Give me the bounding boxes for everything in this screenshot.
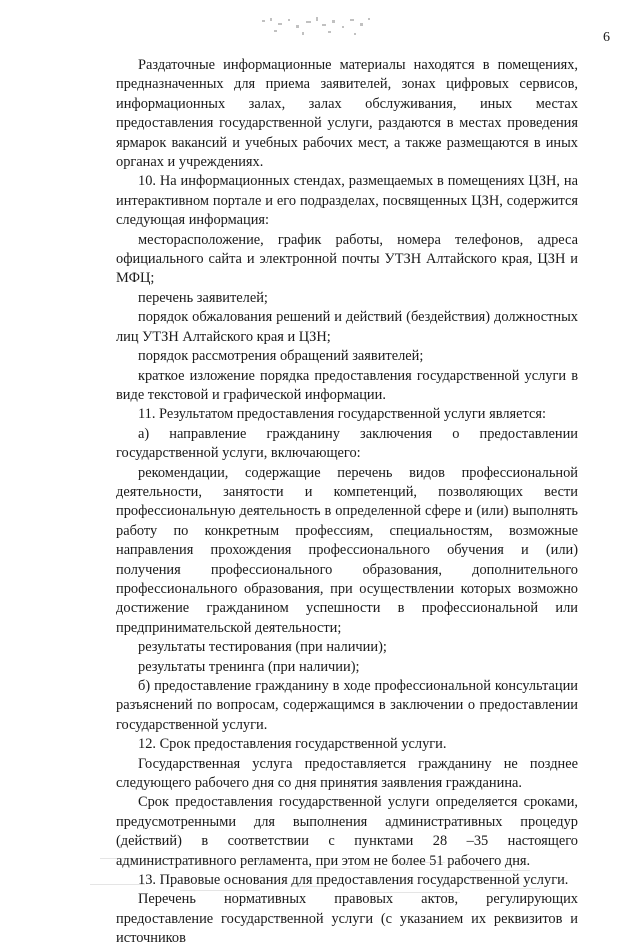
scan-bleed-through [70,850,590,900]
list-item: краткое изложение порядка предоставления государственной услуги в виде текстовой и графической информации. [116,367,578,403]
list-item: порядок обжалования решений и действий (бездействия) должностных лиц УТЗН Алтайского края и ЦЗН; [116,309,578,345]
paragraph: 10. На информационных стендах, размещаемых в помещениях ЦЗН, на интерактивном портале и его подразделах, посвященных ЦЗН, содержится следующая информация: [116,173,578,229]
paragraph: Срок предоставления государственной услуги определяется сроками, предусмотренными для выполнения административных процедур (действий) в соответствии с пунктами 28 –35 настоящего административного регламента, при этом не более 51 рабочего дня. [116,794,578,869]
paragraph: 11. Результатом предоставления государственной услуги является: [138,406,546,423]
page-number: 6 [603,30,610,45]
paragraph: Перечень нормативных правовых актов, регулирующих предоставление государственной услуги (с указанием их реквизитов и источников [116,891,578,947]
list-item: б) предоставление гражданину в ходе профессиональной консультации разъяснений по вопросам, содержащимся в заключении о предоставлении государственной услуги. [116,678,578,733]
list-item: а) направление гражданину заключения о предоставлении государственной услуги, включающего: [116,425,578,462]
paragraph: Раздаточные информационные материалы находятся в помещениях, предназначенных для приема заявителей, зонах цифровых сервисов, информационных залах, залах обслуживания, иных местах предоставления государственной услуги, раздаются в местах проведения ярмарок вакансий и учебных рабочих мест, а также размещаются в иных органах и учреждениях. [116,57,578,171]
list-item: результаты тренинга (при наличии); [138,658,360,675]
list-item: порядок рассмотрения обращений заявителей; [138,348,424,365]
scan-artifact-mark [258,14,376,44]
section-heading: 13. Правовые основания для предоставления государственной услуги. [138,872,569,889]
list-item: результаты тестирования (при наличии); [138,639,387,656]
list-item: рекомендации, содержащие перечень видов профессиональной деятельности, занятости и компетенций, позволяющих вести профессиональную деятельность в определенной сфере и (или) выполнять работу по конкретным профессиям, специальностям, возможные направления прохождения профессионального обучения и (или) получения профессионального образования, дополнительного профессионального образования, при осуществлении которых возможно достижение гражданином успешности в профессиональной или предпринимательской деятельности; [116,464,578,636]
list-item: перечень заявителей; [138,289,268,306]
paragraph: Государственная услуга предоставляется гражданину не позднее следующего рабочего дня со дня принятия заявления гражданина. [116,755,578,792]
document-body [116,56,578,949]
list-item: месторасположение, график работы, номера телефонов, адреса официального сайта и электронной почты УТЗН Алтайского края, ЦЗН и МФЦ; [116,231,578,287]
section-heading: 12. Срок предоставления государственной услуги. [138,736,447,753]
